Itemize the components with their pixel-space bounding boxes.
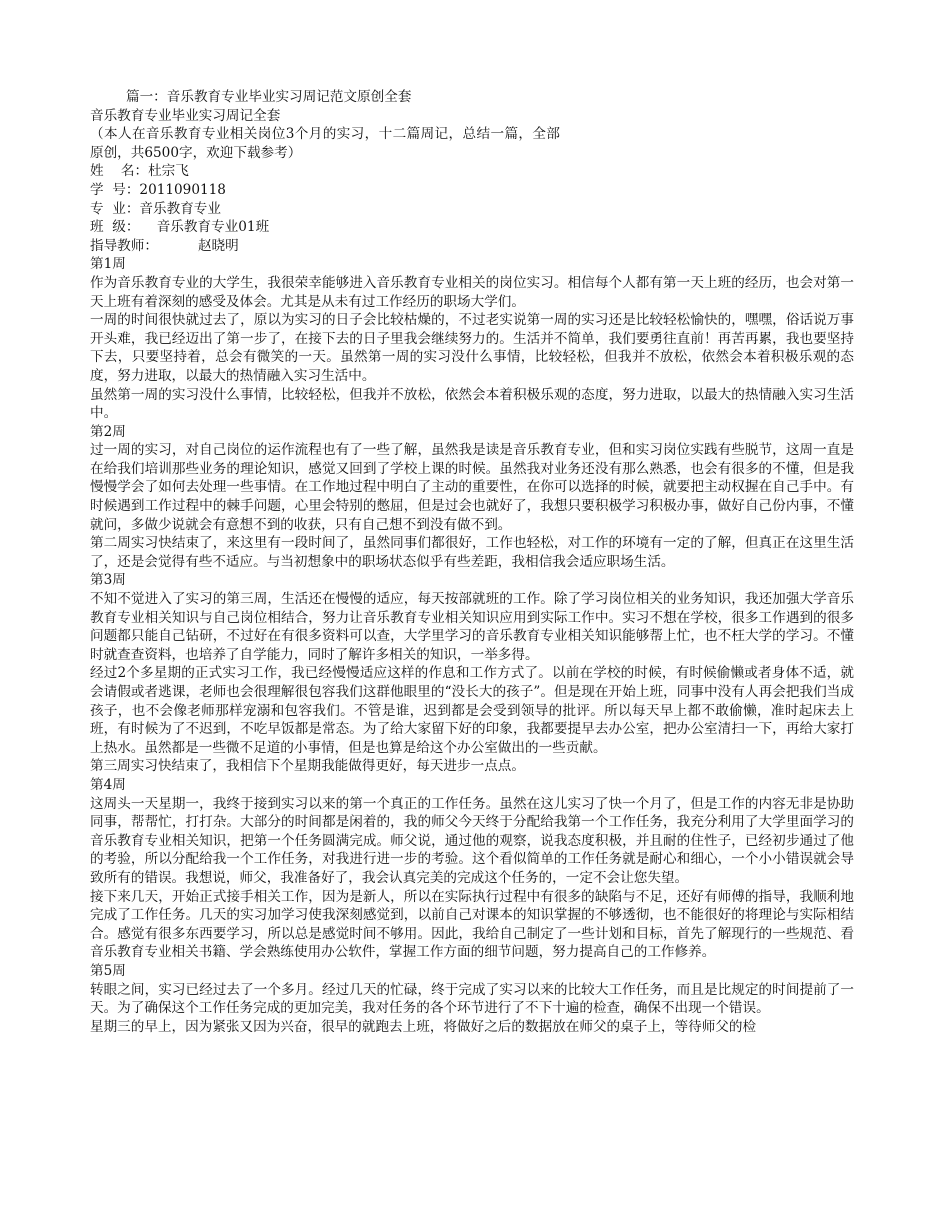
week-2-section bbox=[90, 423, 854, 572]
week-paragraph: 一周的时间很快就过去了，原以为实习的日子会比较枯燥的，不过老实说第一周的实习还是比较轻松愉快的，嘿嘿，俗话说万事开头难，我已经迈出了第一步了，在接下去的日子里我会继续努力的。生活并不简单，我们要勇往直前！再苦再累，我也要坚持下去，只要坚持着，总会有微笑的一天。虽然第一周的实习没什么事情，比较轻松，但我并不放松，依然会本着积极乐观的态度，努力进取，以最大的热情融入实习生活中。 bbox=[90, 312, 854, 384]
week-4-section bbox=[90, 776, 854, 962]
week-heading: 第1周 bbox=[90, 256, 126, 273]
week-paragraph: 这周头一天星期一，我终于接到实习以来的第一个真正的工作任务。虽然在这儿实习了快一个月了，但是工作的内容无非是协助同事，帮帮忙，打打杂。大部分的时间都是闲着的，我的师父今天终于分配给我第一个工作任务，我充分利用了大学里面学习的音乐教育专业相关知识，把第一个任务圆满完成。师父说，通过他的观察，说我态度积极，并且耐的住性子，已经初步通过了他的考验，所以分配给我一个工作任务，对我进行进一步的考验。这个看似简单的工作任务就是耐心和细心，一个小小错误就会导致所有的错误。我想说，师父，我准备好了，我会认真完美的完成这个任务的，一定不会让您失望。 bbox=[90, 795, 854, 886]
week-paragraph: 虽然第一周的实习没什么事情，比较轻松，但我并不放松，依然会本着积极乐观的态度，努力进取，以最大的热情融入实习生活中。 bbox=[90, 386, 854, 422]
week-paragraph: 作为音乐教育专业的大学生，我很荣幸能够进入音乐教育专业相关的岗位实习。相信每个人都有第一天上班的经历，也会对第一天上班有着深刻的感受及体会。尤其是从未有过工作经历的职场大学们。 bbox=[90, 274, 854, 310]
week-paragraph: 转眼之间，实习已经过去了一个多月。经过几天的忙碌，终于完成了实习以来的比较大工作任务，而且是比规定的时间提前了一天。为了确保这个工作任务完成的更加完美，我对任务的各个环节进行了不下十遍的检查，确保不出现一个错误。 bbox=[90, 981, 854, 1017]
class-line: 班 级： 音乐教育专业01班 bbox=[90, 219, 270, 236]
week-paragraph: 经过2个多星期的正式实习工作，我已经慢慢适应这样的作息和工作方式了。以前在学校的时候，有时候偷懒或者身体不适，就会请假或者逃课，老师也会很理解很包容我们这群他眼里的“没长大的孩子”。但是现在开始上班，同事中没有人再会把我们当成孩子，也不会像老师那样宠溺和包容我们。不管是谁，迟到都是会受到领导的批评。所以每天早上都不敢偷懒，准时起床去上班，有时候为了不迟到，不吃早饭都是常态。为了给大家留下好的印象，我都要提早去办公室，把办公室清扫一下，再给大家打上热水。虽然都是一些微不足道的小事情，但是也算是给这个办公室做出的一些贡献。 bbox=[90, 665, 854, 756]
week-heading: 第4周 bbox=[90, 776, 126, 793]
week-1-section bbox=[90, 255, 854, 422]
week-heading: 第5周 bbox=[90, 962, 126, 979]
week-3-section bbox=[90, 571, 854, 776]
week-paragraph: 第二周实习快结束了，来这里有一段时间了，虽然同事们都很好，工作也轻松，对工作的环境有一定的了解，但真正在这里生活了，还是会觉得有些不适应。与当初想象中的职场状态似乎有些差距，我相信我会适应职场生活。 bbox=[90, 535, 854, 570]
week-paragraph: 不知不觉进入了实习的第三周，生活还在慢慢的适应，每天按部就班的工作。除了学习岗位相关的业务知识，我还加强大学音乐教育专业相关知识与自己岗位相结合，努力让音乐教育专业相关知识应用到实际工作中。实习不想在学校，很多工作遇到的很多问题都只能自己钻研，不过好在有很多资料可以查，大学里学习的音乐教育专业相关知识能够帮上忙，也不枉大学的学习。不懂时就查查资料，也培养了自学能力，同时了解许多相关的知识，一举多得。 bbox=[90, 591, 854, 663]
document-title: 篇一：音乐教育专业毕业实习周记范文原创全套 bbox=[126, 89, 412, 105]
document-subtitle: 音乐教育专业毕业实习周记全套 bbox=[90, 107, 281, 124]
week-paragraph: 接下来几天，开始正式接手相关工作，因为是新人，所以在实际执行过程中有很多的缺陷与不足，还好有师傅的指导，我顺利地完成了工作任务。几天的实习加学习使我深刻感觉到，以前自己对课本的知识掌握的不够透彻，也不能很好的将理论与实际相结合。感觉有很多东西要学习，所以总是感觉时间不够用。因此，我给自己制定了一些计划和目标，首先了解现行的一些规范、看音乐教育专业相关书籍、学会熟练使用办公软件，掌握工作方面的细节问题，努力提高自己的工作修养。 bbox=[90, 888, 854, 961]
teacher-name: 赵晓明 bbox=[197, 237, 239, 254]
week-5-section bbox=[90, 962, 854, 1036]
week-heading: 第3周 bbox=[90, 572, 126, 589]
teacher-line bbox=[90, 237, 854, 256]
week-paragraph: 过一周的实习，对自己岗位的运作流程也有了一些了解，虽然我是读是音乐教育专业，但和实习岗位实践有些脱节，这周一直是在给我们培训那些业务的理论知识，感觉又回到了学校上课的时候。虽然我对业务还没有那么熟悉，也会有很多的不懂，但是我慢慢学会了如何去处理一些事情。在工作地过程中明白了主动的重要性，在你可以选择的时候，就要把主动权握在自己手中。有时候遇到工作过程中的棘手问题，心里会特别的憋屈，但是过会也就好了，我想只要积极学习积极办事，做好自己份内事，不懂就问，多做少说就会有意想不到的收获，只有自己想不到没有做不到。 bbox=[90, 442, 854, 533]
week-heading: 第2周 bbox=[90, 423, 126, 440]
major-line: 专 业：音乐教育专业 bbox=[90, 200, 221, 217]
document-intro: （本人在音乐教育专业相关岗位3个月的实习，十二篇周记，总结一篇，全部原创，共6500字，欢迎下载参考） bbox=[90, 126, 560, 161]
student-name-line: 姓 名：杜宗飞 bbox=[90, 163, 189, 180]
teacher-label: 指导教师： bbox=[90, 237, 158, 254]
week-paragraph: 第三周实习快结束了，我相信下个星期我能做得更好，每天进步一点点。 bbox=[90, 758, 525, 775]
student-id-line: 学 号：2011090118 bbox=[90, 181, 226, 198]
week-paragraph: 星期三的早上，因为紧张又因为兴奋，很早的就跑去上班，将做好之后的数据放在师父的桌子上，等待师父的检 bbox=[90, 1018, 757, 1035]
